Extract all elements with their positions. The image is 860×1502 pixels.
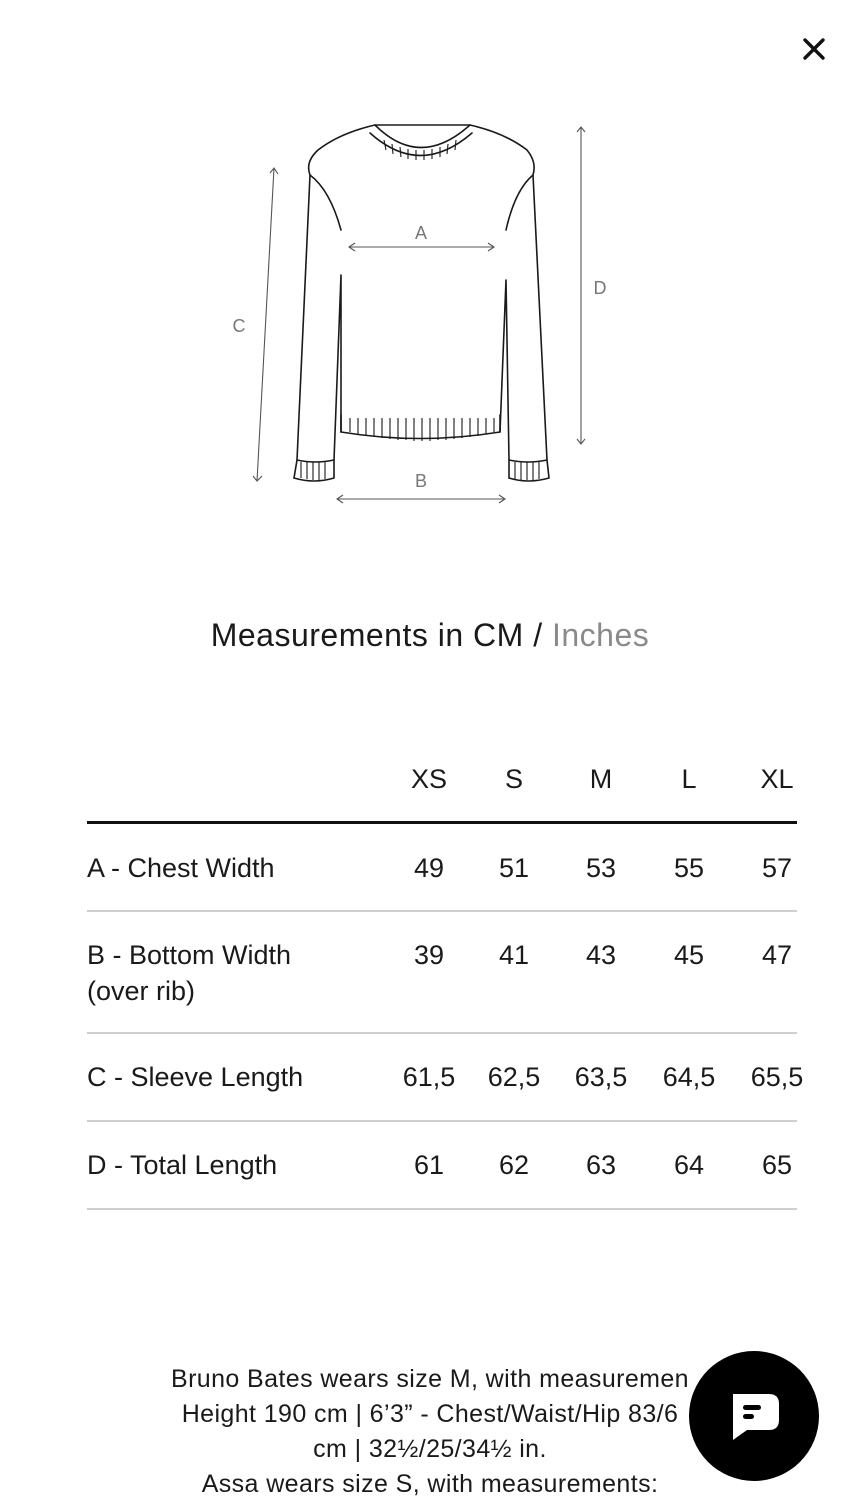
row-label-line1: B - Bottom Width	[87, 940, 292, 970]
table-cell: 63	[585, 1150, 617, 1180]
size-header-l: L	[681, 764, 697, 794]
diagram-label-c: C	[232, 316, 246, 336]
close-icon	[802, 37, 826, 61]
table-row-sleeve-length	[87, 1034, 804, 1122]
table-cell: 57	[761, 853, 793, 883]
model-info-line: Assa wears size S, with measurements:	[201, 1470, 659, 1498]
table-row-bottom-width	[87, 912, 797, 1034]
table-row-total-length	[87, 1122, 797, 1210]
table-cell: 45	[673, 940, 705, 970]
size-header-m: M	[589, 764, 613, 794]
row-label: A - Chest Width	[87, 853, 275, 883]
diagram-label-d: D	[593, 278, 607, 298]
model-info-line: Bruno Bates wears size M, with measuremen	[171, 1365, 689, 1393]
table-cell: 65	[761, 1150, 793, 1180]
size-header-xs: XS	[410, 764, 448, 794]
table-cell: 61,5	[402, 1062, 456, 1092]
chat-button[interactable]	[689, 1351, 819, 1481]
measurements-heading	[0, 617, 860, 654]
table-cell: 64,5	[662, 1062, 716, 1092]
table-header	[87, 760, 797, 824]
row-clip	[87, 1034, 804, 1122]
sweater-diagram	[220, 110, 640, 520]
row-label	[87, 937, 291, 1009]
row-label: D - Total Length	[87, 1150, 278, 1180]
heading-prefix: Measurements in	[210, 617, 474, 653]
heading-separator: /	[523, 617, 552, 653]
row-label-line2: (over rib)	[87, 976, 196, 1006]
table-cell: 53	[585, 853, 617, 883]
chat-icon	[725, 1390, 783, 1442]
row-label: C - Sleeve Length	[87, 1062, 304, 1092]
unit-toggle-cm[interactable]: CM	[473, 617, 524, 653]
table-cell: 47	[761, 940, 793, 970]
diagram-label-a: A	[414, 223, 428, 243]
table-cell: 55	[673, 853, 705, 883]
close-button[interactable]	[797, 32, 831, 66]
unit-toggle-inches[interactable]: Inches	[551, 617, 650, 653]
table-cell: 65,5	[750, 1062, 804, 1092]
table-cell: 51	[498, 853, 530, 883]
table-cell: 49	[413, 853, 445, 883]
table-cell: 41	[498, 940, 530, 970]
model-info	[90, 1362, 770, 1502]
table-cell: 64	[673, 1150, 705, 1180]
table-row-chest-width	[87, 824, 797, 912]
table-cell: 62	[498, 1150, 530, 1180]
table-cell: 39	[413, 940, 445, 970]
size-header-xl: XL	[760, 764, 794, 794]
size-header-s: S	[504, 764, 523, 794]
size-table	[87, 760, 804, 1210]
table-cell: 43	[585, 940, 617, 970]
table-cell: 62,5	[487, 1062, 541, 1092]
model-info-line: Height 190 cm | 6’3” - Chest/Waist/Hip 83/6	[181, 1400, 679, 1428]
diagram-label-b: B	[414, 471, 428, 491]
table-cell: 63,5	[574, 1062, 628, 1092]
model-info-line: cm | 32½/25/34½ in.	[313, 1435, 547, 1463]
table-cell: 61	[413, 1150, 445, 1180]
